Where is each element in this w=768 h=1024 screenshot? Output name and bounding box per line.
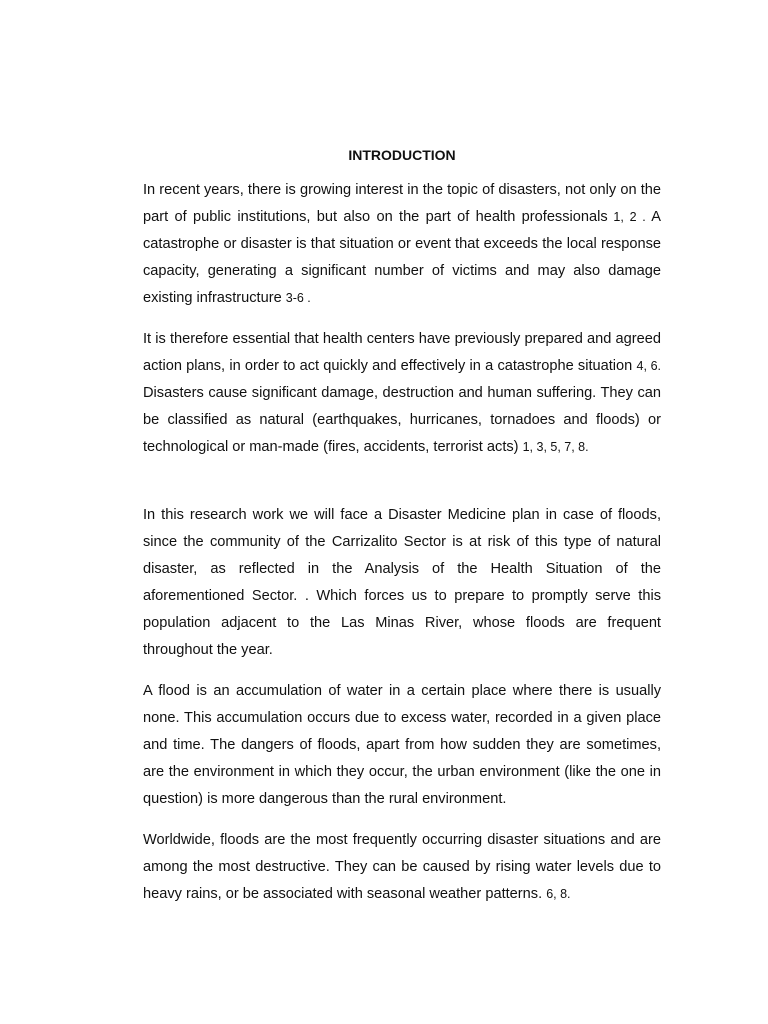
citation: 1, 2 . bbox=[607, 209, 646, 224]
paragraph-text: Worldwide, floods are the most frequently occurring disaster situations and are among the most destructive. They can be caused by rising water levels due to heavy rains, or be associated with seasonal weather patterns. bbox=[143, 832, 661, 902]
paragraph-2 bbox=[143, 326, 661, 461]
paragraph-text: It is therefore essential that health centers have previously prepared and agreed action plans, in order to act quickly and effectively in a catastrophe situation bbox=[143, 331, 661, 374]
paragraph-text: Disasters cause significant damage, destruction and human suffering. They can be classified as natural (earthquakes, hurricanes, tornadoes and floods) or technological or man-made (fires, accidents, terrorist acts) bbox=[143, 384, 661, 455]
paragraph-text: A catastrophe or disaster is that situation or event that exceeds the local response capacity, generating a significant number of victims and may also damage existing infrastructure bbox=[143, 208, 662, 306]
page-title: INTRODUCTION bbox=[348, 147, 456, 163]
citation: 3-6 . bbox=[285, 290, 311, 305]
paragraph-text: A flood is an accumulation of water in a certain place where there is usually none. This accumulation occurs due to excess water, recorded in a given place and time. The dangers of floods, apart from how sudden they are sometimes, are the environment in which they occur, the urban environment (like the one in question) is more dangerous than the rural environment. bbox=[143, 683, 661, 807]
paragraph-5 bbox=[143, 827, 661, 908]
citation: 6, 8. bbox=[546, 886, 571, 901]
paragraph-4 bbox=[143, 678, 661, 813]
citation: 1, 3, 5, 7, 8. bbox=[522, 439, 589, 454]
citation: 4, 6. bbox=[636, 358, 661, 373]
paragraph-3 bbox=[143, 502, 661, 663]
paragraph-1 bbox=[143, 177, 661, 312]
paragraph-text: In recent years, there is growing interest in the topic of disasters, not only on the part of public institutions, but also on the part of health professionals bbox=[143, 182, 661, 225]
paragraph-text: In this research work we will face a Disaster Medicine plan in case of floods, since the community of the Carrizalito Sector is at risk of this type of natural disaster, as reflected in the Analysis of the Health Situation of the aforementioned Sector. . Which forces us to prepare to promptly serve this population adjacent to the Las Minas River, whose floods are frequent throughout the year. bbox=[143, 507, 661, 658]
